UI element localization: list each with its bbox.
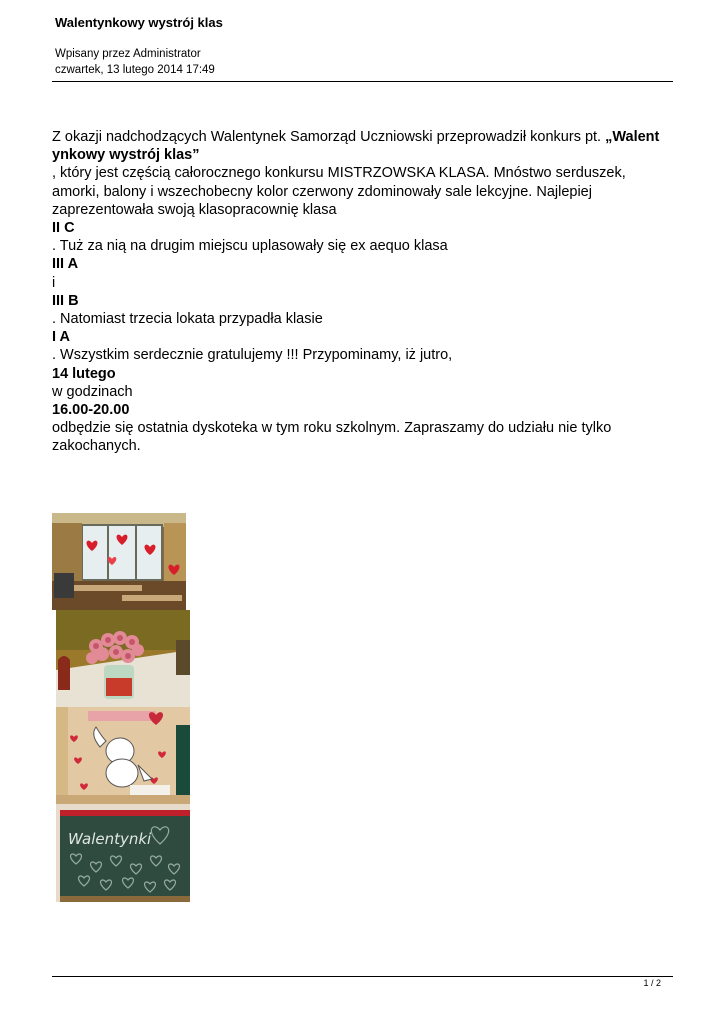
class-third: I A xyxy=(52,329,70,346)
class-second-a: III A xyxy=(52,256,79,273)
disco-time: 16.00-20.00 xyxy=(52,402,130,419)
text-line xyxy=(52,128,672,146)
text-line: i xyxy=(52,274,56,291)
text-line-bold xyxy=(52,219,672,237)
paper-roses-vase-photo xyxy=(56,610,190,707)
contest-name-cont: ynkowy wystrój klas” xyxy=(52,147,200,164)
page-header xyxy=(55,14,673,32)
disco-date: 14 lutego xyxy=(52,365,116,382)
text-line-bold xyxy=(52,401,672,419)
article-body xyxy=(52,128,672,456)
text-line: . Tuż za nią na drugim miejscu uplasowały się ex aequo klasa xyxy=(52,238,448,255)
chalk-text: Walentynki xyxy=(68,830,152,848)
classroom-hearts-photo xyxy=(52,513,186,610)
author-line: Wpisany przez Administrator xyxy=(55,48,201,60)
page-number: 1 / 2 xyxy=(643,978,661,988)
page-title: Walentynkowy wystrój klas xyxy=(55,15,223,30)
text-line: . Natomiast trzecia lokata przypadła klasie xyxy=(52,311,323,328)
text-line: . Wszystkim serdecznie gratulujemy !!! Przypominamy, iż jutro, xyxy=(52,347,453,364)
text-line-bold xyxy=(52,365,672,383)
text-span: Z okazji nadchodzących Walentynek Samorząd Uczniowski przeprowadził konkurs pt. xyxy=(52,129,606,145)
date-line: czwartek, 13 lutego 2014 17:49 xyxy=(55,64,215,76)
text-line: zaprezentowała swoją klasopracownię klasa xyxy=(52,201,337,218)
text-line: amorki, balony i wszechobecny kolor czerwony zdominowały sale lekcyjne. Najlepiej xyxy=(52,183,592,200)
footer-divider xyxy=(52,976,673,977)
class-first: II C xyxy=(52,220,75,237)
text-line-bold xyxy=(52,292,672,310)
text-line-bold xyxy=(52,328,672,346)
contest-name: „Walent xyxy=(605,129,660,145)
text-line-bold xyxy=(52,255,672,273)
article-meta xyxy=(55,46,215,78)
text-line: zakochanych. xyxy=(52,438,141,455)
cupid-wall-decoration-photo xyxy=(56,707,190,804)
text-line: , który jest częścią całorocznego konkursu MISTRZOWSKA KLASA. Mnóstwo serduszek, xyxy=(52,165,626,182)
text-line: w godzinach xyxy=(52,383,133,400)
text-line xyxy=(52,146,672,164)
class-second-b: III B xyxy=(52,292,79,309)
header-divider xyxy=(52,81,673,82)
chalkboard-walentynki-photo xyxy=(56,804,190,902)
text-line: odbędzie się ostatnia dyskoteka w tym roku szkolnym. Zapraszamy do udziału nie tylko xyxy=(52,420,612,437)
